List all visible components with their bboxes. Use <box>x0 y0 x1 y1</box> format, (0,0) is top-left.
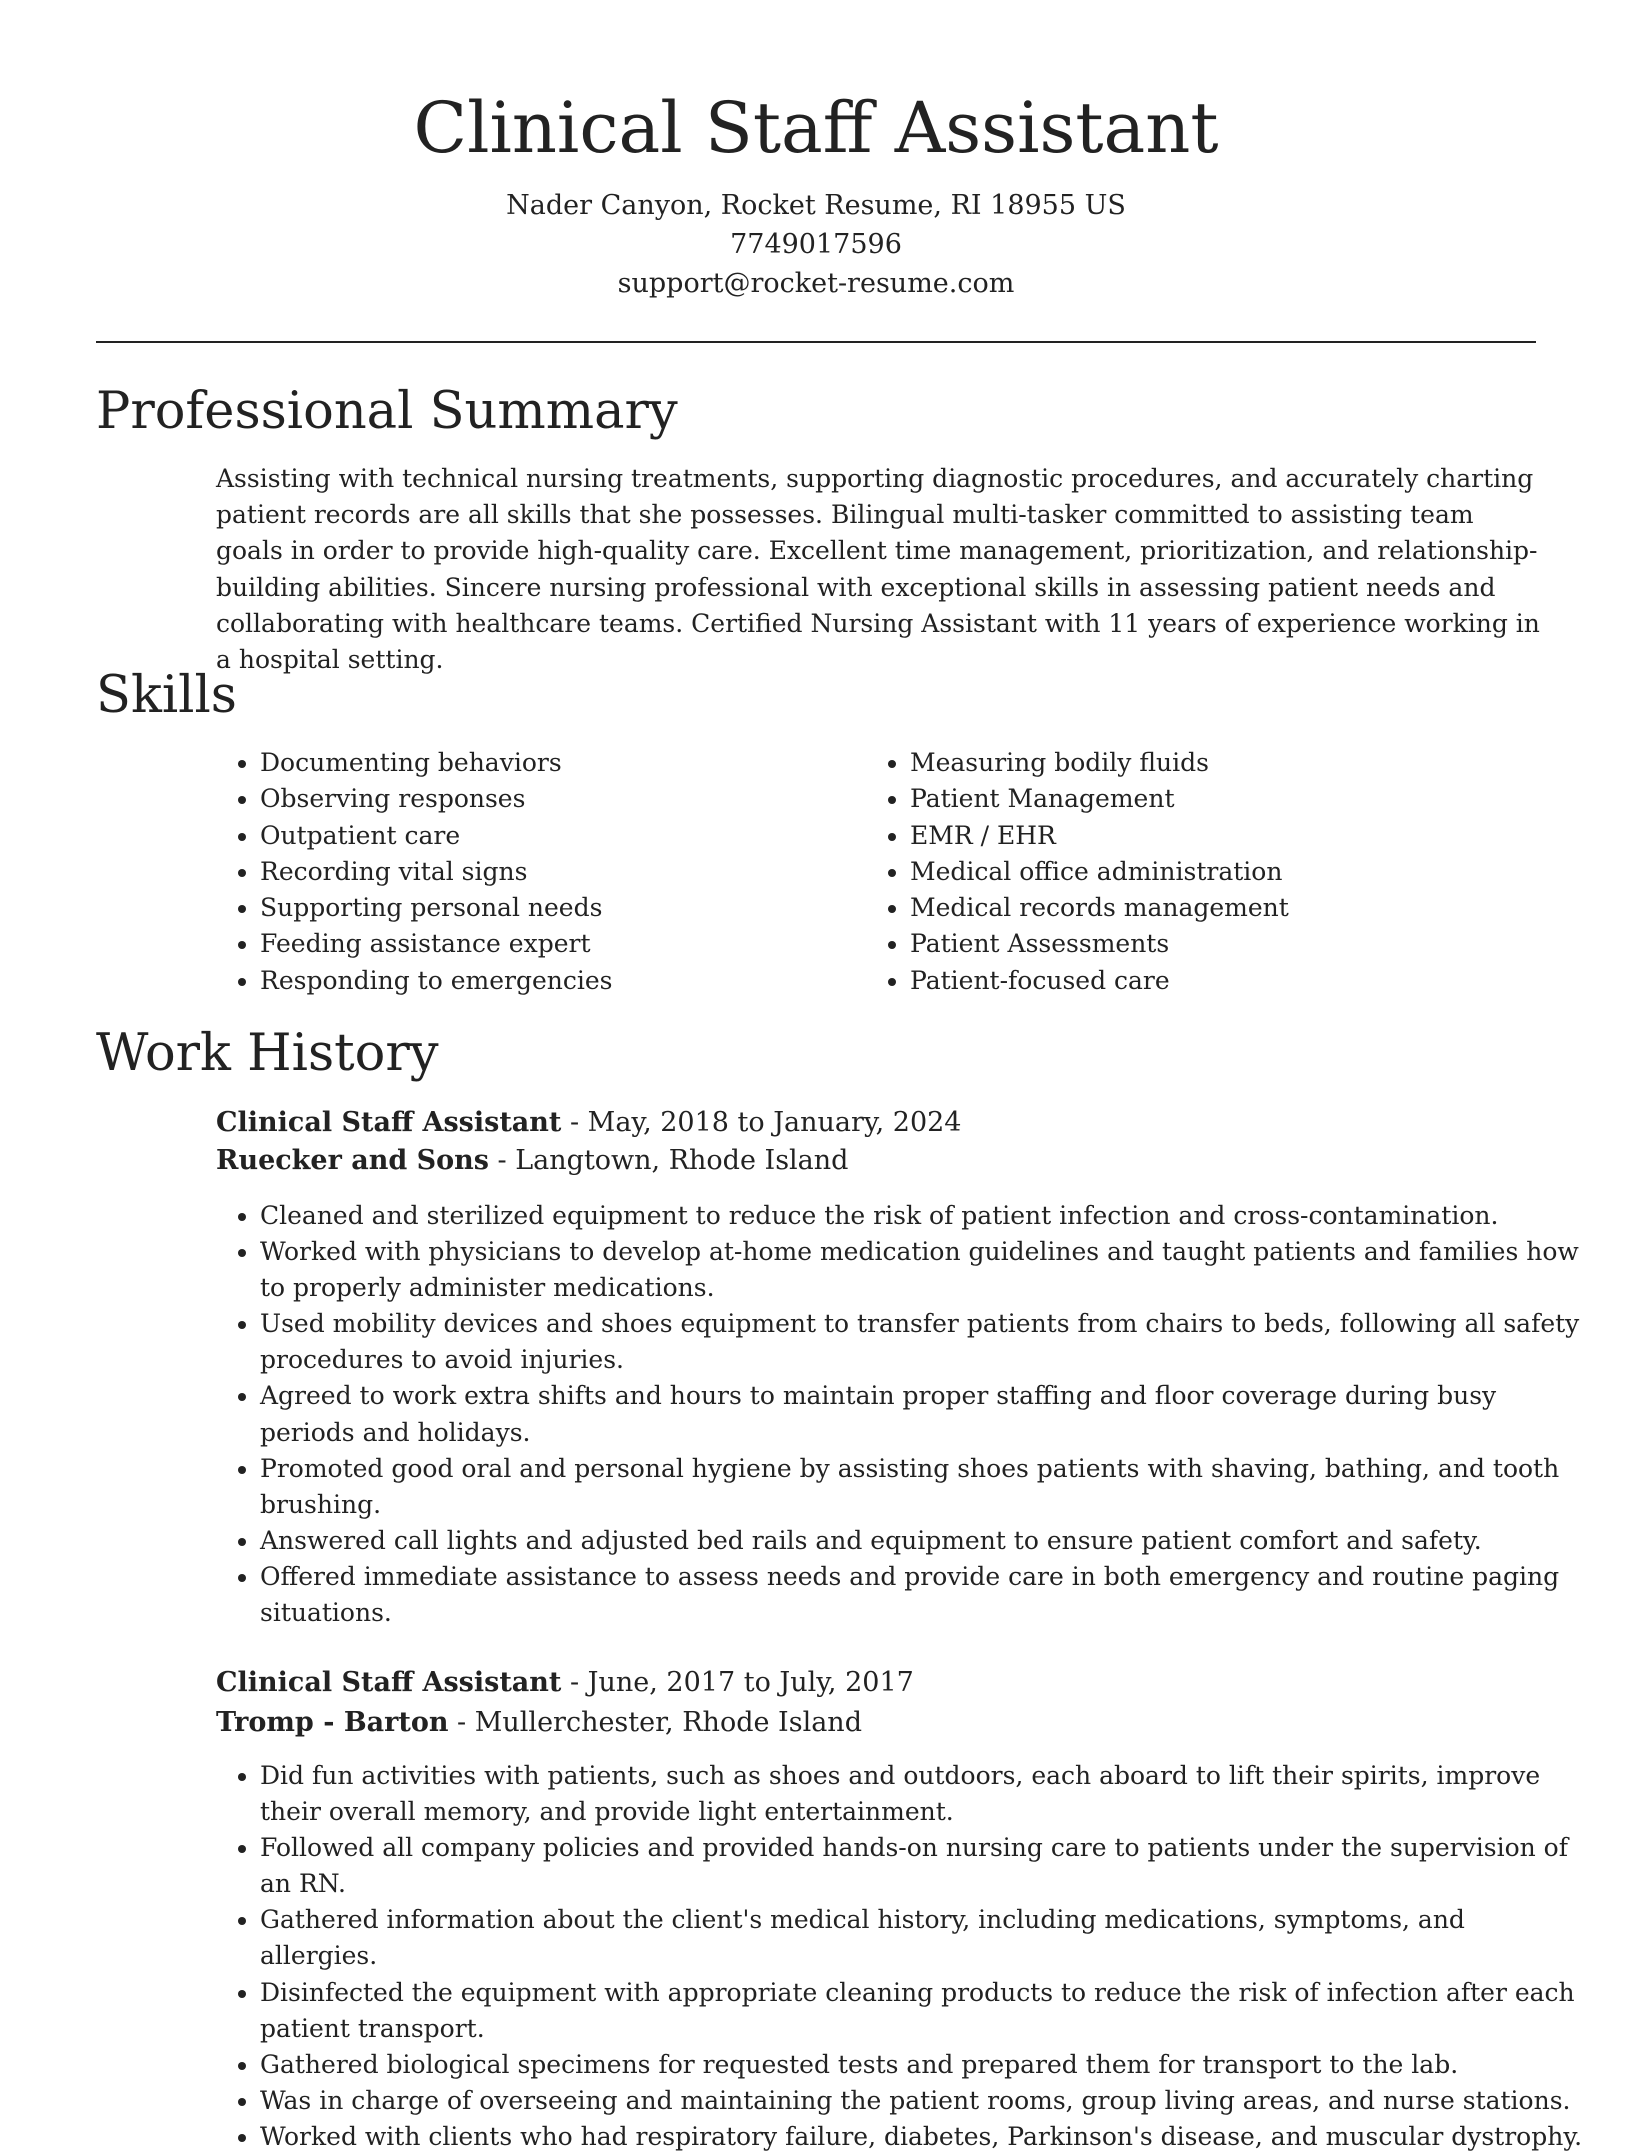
job-employer-line <box>216 1704 862 1742</box>
job-bullets <box>216 1198 1585 1631</box>
job-bullet: • Was in charge of overseeing and maintaining the patient rooms, group living areas, and nurse stations. <box>260 2083 1585 2119</box>
skill-item: • Patient-focused care <box>910 963 1530 999</box>
header-divider <box>96 341 1536 343</box>
job-dates: - June, 2017 to July, 2017 <box>561 1667 914 1698</box>
summary-heading: Professional Summary <box>96 382 678 441</box>
skill-item: • Documenting behaviors <box>260 745 820 781</box>
skill-item: • Measuring bodily fluids <box>910 745 1530 781</box>
job-bullet: • Gathered information about the client's medical history, including medications, symptoms, and allergies. <box>260 1902 1585 1974</box>
contact-address: Nader Canyon, Rocket Resume, RI 18955 US <box>506 190 1126 221</box>
job-location: - Mullerchester, Rhode Island <box>448 1707 862 1738</box>
job-company: Tromp - Barton <box>216 1707 449 1738</box>
skills-list-right <box>866 745 1530 999</box>
job-bullet: • Answered call lights and adjusted bed rails and equipment to ensure patient comfort and safety. <box>260 1523 1585 1559</box>
job-company: Ruecker and Sons <box>216 1145 489 1176</box>
job-title: Clinical Staff Assistant <box>216 1667 562 1698</box>
skill-item: • Feeding assistance expert <box>260 926 820 962</box>
skill-item: • Supporting personal needs <box>260 890 820 926</box>
skill-item: • Outpatient care <box>260 818 820 854</box>
job-bullet: • Disinfected the equipment with appropriate cleaning products to reduce the risk of infection after each patient transport. <box>260 1975 1585 2047</box>
skill-item: • Recording vital signs <box>260 854 820 890</box>
skill-item: • Medical records management <box>910 890 1530 926</box>
job-bullet: • Worked with clients who had respiratory failure, diabetes, Parkinson's disease, and muscular dystrophy. <box>260 2119 1585 2155</box>
job-title: Clinical Staff Assistant <box>216 1107 562 1138</box>
job-bullet: • Did fun activities with patients, such as shoes and outdoors, each aboard to lift their spirits, improve their overall memory, and provide light entertainment. <box>260 1758 1585 1830</box>
job-location: - Langtown, Rhode Island <box>488 1145 849 1176</box>
skill-item: • EMR / EHR <box>910 818 1530 854</box>
skill-item: • Patient Assessments <box>910 926 1530 962</box>
skill-item: • Patient Management <box>910 781 1530 817</box>
skill-item: • Observing responses <box>260 781 820 817</box>
job-dates: - May, 2018 to January, 2024 <box>561 1107 962 1138</box>
skill-item: • Medical office administration <box>910 854 1530 890</box>
job-bullet: • Offered immediate assistance to assess needs and provide care in both emergency and routine paging situations. <box>260 1559 1585 1631</box>
job-bullet: • Cleaned and sterilized equipment to reduce the risk of patient infection and cross-contamination. <box>260 1198 1585 1234</box>
job-bullet: • Gathered biological specimens for requested tests and prepared them for transport to the lab. <box>260 2047 1585 2083</box>
job-title-line <box>216 1664 914 1702</box>
job-bullet: • Followed all company policies and provided hands-on nursing care to patients under the supervision of an RN. <box>260 1830 1585 1902</box>
work-history-heading: Work History <box>96 1024 439 1083</box>
contact-email: support@rocket-resume.com <box>617 268 1015 299</box>
skill-item: • Responding to emergencies <box>260 963 820 999</box>
contact-phone: 7749017596 <box>730 229 902 260</box>
job-bullets <box>216 1758 1585 2155</box>
job-employer-line <box>216 1142 848 1180</box>
skills-list-left <box>216 745 820 999</box>
job-title-line <box>216 1104 962 1142</box>
job-bullet: • Worked with physicians to develop at-home medication guidelines and taught patients and families how to properly administer medications. <box>260 1234 1585 1306</box>
contact-info <box>0 186 1632 303</box>
candidate-name: Clinical Staff Assistant <box>413 87 1219 169</box>
job-bullet: • Used mobility devices and shoes equipment to transfer patients from chairs to beds, following all safety procedures to avoid injuries. <box>260 1306 1585 1378</box>
job-bullet: • Agreed to work extra shifts and hours to maintain proper staffing and floor coverage during busy periods and holidays. <box>260 1378 1585 1450</box>
resume-header <box>0 82 1632 303</box>
summary-text: Assisting with technical nursing treatments, supporting diagnostic procedures, and accurately charting patient records are all skills that she possesses. Bilingual multi-tasker committed to assisting team goals in order to provide high-quality care. Excellent time management, prioritization, and relationship-building abilities. Sincere nursing professional with exceptional skills in assessing patient needs and collaborating with healthcare teams. Certified Nursing Assistant with 11 years of experience working in a hospital setting. <box>216 464 1540 675</box>
skills-heading: Skills <box>96 666 237 725</box>
job-bullet: • Promoted good oral and personal hygiene by assisting shoes patients with shaving, bathing, and tooth brushing. <box>260 1451 1585 1523</box>
